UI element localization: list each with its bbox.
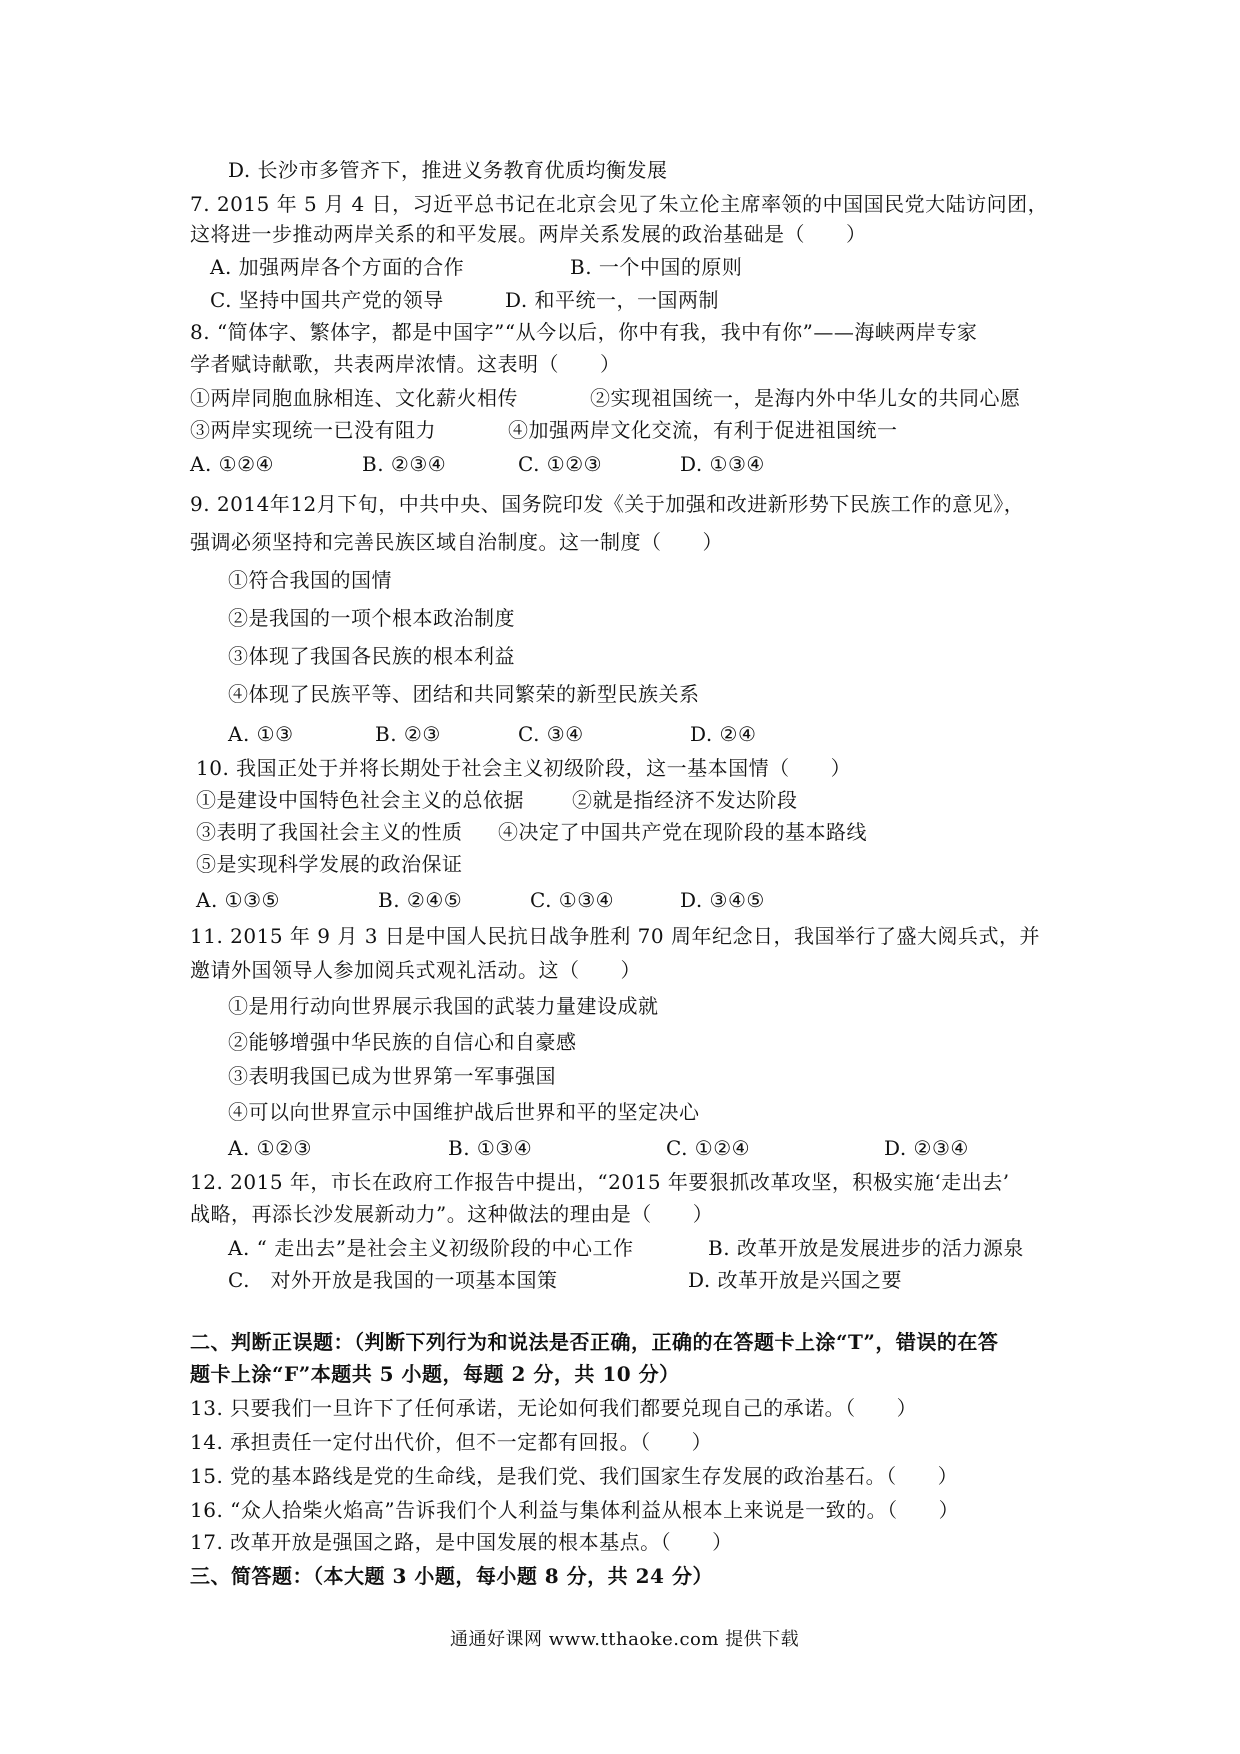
q12-option-a: A. “ 走出去”是社会主义初级阶段的中心工作: [228, 1236, 634, 1260]
section-2-heading-line1: 二、判断正误题：（判断下列行为和说法是否正确，正确的在答题卡上涂“T”，错误的在答: [190, 1330, 999, 1354]
q11-statement-3: ③表明我国已成为世界第一军事强国: [228, 1064, 556, 1088]
q8-stem-line1: 8. “简体字、繁体字，都是中国字”“从今以后，你中有我，我中有你”——海峡两岸专家: [190, 320, 978, 344]
q6-option-d: D. 长沙市多管齐下，推进义务教育优质均衡发展: [228, 158, 668, 182]
q8-statement-2: ②实现祖国统一，是海内外中华儿女的共同心愿: [590, 386, 1021, 410]
q9-option-b: B. ②③: [375, 722, 441, 746]
q10-option-c: C. ①③④: [530, 888, 615, 912]
q10-option-a: A. ①③⑤: [196, 888, 280, 912]
q8-option-d: D. ①③④: [680, 452, 765, 476]
q11-statement-2: ②能够增强中华民族的自信心和自豪感: [228, 1030, 577, 1054]
q10-statement-5: ⑤是实现科学发展的政治保证: [196, 852, 463, 876]
q7-option-b: B. 一个中国的原则: [570, 255, 743, 279]
q11-option-b: B. ①③④: [448, 1136, 533, 1160]
q12-stem-line2: 战略，再添长沙发展新动力”。这种做法的理由是（ ）: [190, 1202, 714, 1226]
q11-stem-line2: 邀请外国领导人参加阅兵式观礼活动。这（ ）: [190, 958, 641, 982]
q10-statement-1: ①是建设中国特色社会主义的总依据: [196, 788, 524, 812]
q9-option-c: C. ③④: [518, 722, 584, 746]
q8-statement-1: ①两岸同胞血脉相连、文化薪火相传: [190, 386, 518, 410]
q9-statement-3: ③体现了我国各民族的根本利益: [228, 644, 515, 668]
q11-statement-4: ④可以向世界宣示中国维护战后世界和平的坚定决心: [228, 1100, 700, 1124]
q7-stem-line1: 7. 2015 年 5 月 4 日，习近平总书记在北京会见了朱立伦主席率领的中国国民党大陆访问团，: [190, 192, 1049, 216]
q10-option-d: D. ③④⑤: [680, 888, 765, 912]
q9-statement-2: ②是我国的一项个根本政治制度: [228, 606, 515, 630]
section-2-heading-line2: 题卡上涂“F”本题共 5 小题，每题 2 分，共 10 分）: [190, 1362, 680, 1386]
q11-option-d: D. ②③④: [884, 1136, 969, 1160]
q11-statement-1: ①是用行动向世界展示我国的武装力量建设成就: [228, 994, 659, 1018]
q10-statement-3: ③表明了我国社会主义的性质: [196, 820, 463, 844]
q12-option-d: D. 改革开放是兴国之要: [688, 1268, 903, 1292]
q12-option-c: C. 对外开放是我国的一项基本国策: [228, 1268, 558, 1292]
q8-statement-4: ④加强两岸文化交流，有利于促进祖国统一: [508, 418, 898, 442]
q11-option-a: A. ①②③: [228, 1136, 312, 1160]
q9-option-d: D. ②④: [690, 722, 757, 746]
q9-stem-line2: 强调必须坚持和完善民族区域自治制度。这一制度（ ）: [190, 530, 723, 554]
q10-statement-2: ②就是指经济不发达阶段: [572, 788, 798, 812]
q7-option-d: D. 和平统一，一国两制: [505, 288, 720, 312]
section-3-heading: 三、简答题：（本大题 3 小题，每小题 8 分，共 24 分）: [190, 1564, 713, 1588]
q9-statement-4: ④体现了民族平等、团结和共同繁荣的新型民族关系: [228, 682, 700, 706]
q8-statement-3: ③两岸实现统一已没有阻力: [190, 418, 436, 442]
q8-option-a: A. ①②④: [190, 452, 274, 476]
q12-stem-line1: 12. 2015 年，市长在政府工作报告中提出，“2015 年要狠抓改革攻坚，积极实施‘走出去’: [190, 1170, 1010, 1194]
q9-option-a: A. ①③: [228, 722, 294, 746]
q14-statement: 14. 承担责任一定付出代价，但不一定都有回报。（ ）: [190, 1430, 713, 1454]
q12-option-b: B. 改革开放是发展进步的活力源泉: [708, 1236, 1024, 1260]
q8-option-b: B. ②③④: [362, 452, 447, 476]
page-footer: 通通好课网 www.tthaoke.com 提供下载: [450, 1629, 800, 1650]
q11-option-c: C. ①②④: [666, 1136, 751, 1160]
q8-stem-line2: 学者赋诗献歌，共表两岸浓情。这表明（ ）: [190, 352, 621, 376]
q8-option-c: C. ①②③: [518, 452, 603, 476]
q7-option-a: A. 加强两岸各个方面的合作: [210, 255, 465, 279]
q10-statement-4: ④决定了中国共产党在现阶段的基本路线: [498, 820, 867, 844]
q10-stem: 10. 我国正处于并将长期处于社会主义初级阶段，这一基本国情（ ）: [196, 756, 852, 780]
q15-statement: 15. 党的基本路线是党的生命线，是我们党、我们国家生存发展的政治基石。（ ）: [190, 1464, 959, 1488]
q16-statement: 16. “众人拾柴火焰高”告诉我们个人利益与集体利益从根本上来说是一致的。（ ）: [190, 1498, 960, 1522]
q9-stem-line1: 9. 2014年12月下旬，中共中央、国务院印发《关于加强和改进新形势下民族工作的意见》，: [190, 492, 1025, 516]
q17-statement: 17. 改革开放是强国之路，是中国发展的根本基点。（ ）: [190, 1530, 733, 1554]
q10-option-b: B. ②④⑤: [378, 888, 463, 912]
q7-stem-line2: 这将进一步推动两岸关系的和平发展。两岸关系发展的政治基础是（ ）: [190, 222, 867, 246]
q11-stem-line1: 11. 2015 年 9 月 3 日是中国人民抗日战争胜利 70 周年纪念日，我国举行了盛大阅兵式，并: [190, 924, 1040, 948]
q13-statement: 13. 只要我们一旦许下了任何承诺，无论如何我们都要兑现自己的承诺。（ ）: [190, 1396, 918, 1420]
q9-statement-1: ①符合我国的国情: [228, 568, 392, 592]
q7-option-c: C. 坚持中国共产党的领导: [210, 288, 444, 312]
